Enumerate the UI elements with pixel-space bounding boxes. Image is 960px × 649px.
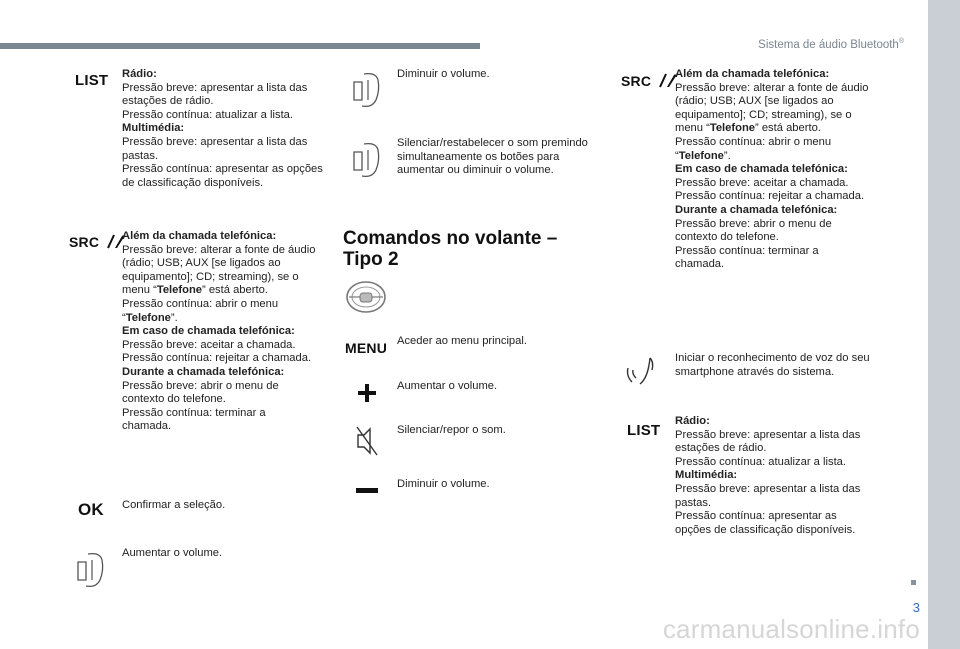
menu-description: Aceder ao menu principal. [397,335,527,347]
bold-text: Telefone [125,311,171,324]
plus-description: Aumentar o volume. [397,380,498,392]
body-text: Pressão breve: aceitar a chamada. [675,176,849,189]
ok-button-label: OK [78,500,104,519]
bold-text: Telefone [156,284,202,297]
ok-description: Confirmar a seleção. [122,499,226,511]
bold-text: Além da chamada telefónica: [122,230,277,242]
body-text: Pressão contínua: terminar a chamada. [675,244,819,271]
body-text: Pressão contínua: atualizar a lista. [122,108,294,121]
bold-text: Em caso de chamada telefónica: [122,325,295,338]
src-description-2 [675,68,870,272]
body-text: Pressão breve: apresentar a lista das pastas. [675,482,861,509]
body-text: Pressão breve: apresentar a lista das estações de rádio. [122,81,308,108]
body-text: Pressão contínua: terminar a chamada. [122,406,266,433]
body-text: ”. [723,149,731,162]
body-text: Pressão breve: apresentar a lista das estações de rádio. [675,428,861,455]
body-text: Pressão breve: alterar a fonte de áudio (rádio; USB; AUX [se ligados ao equipamento]; CD; streaming), se o menu “ [675,81,869,135]
section-title: Comandos no volante – Tipo 2 [343,228,558,270]
watermark: carmanualsonline.info [662,614,920,644]
body-text: Pressão contínua: apresentar as opções de classificação disponíveis. [122,163,323,189]
header-bar [0,43,480,49]
steering-volume-up-icon [70,550,112,590]
body-text: Pressão breve: alterar a fonte de áudio (rádio; USB; AUX [se ligados ao equipamento]; CD; streaming), se o menu “ [122,243,316,297]
voice-description: Iniciar o reconhecimento de voz do seu smartphone através do sistema. [675,352,870,378]
body-text: Pressão breve: abrir o menu de contexto do telefone. [675,217,832,244]
right-sidebar-band [928,0,960,649]
bold-text: Rádio: [675,415,710,427]
body-text: Pressão breve: apresentar a lista das pastas. [122,135,308,162]
volume-up-description: Aumentar o volume. [122,547,223,559]
body-text: Pressão contínua: atualizar a lista. [675,455,847,468]
minus-icon [356,488,378,494]
bold-text: Além da chamada telefónica: [675,68,830,80]
mute-speaker-icon [355,424,379,458]
src-button-icon-2: SRC [621,72,678,91]
mute-description: Silenciar/restabelecer o som premindo simultaneamente os botões para aumentar ou diminuir o volume. [397,137,588,177]
body-text: Pressão contínua: abrir o menu “ [675,135,832,162]
bold-text: Rádio: [122,68,157,80]
body-text: ” está aberto. [755,122,821,135]
steering-volume-down-icon [346,70,388,110]
steering-mute-icon [346,140,388,180]
page-header-title: Sistema de áudio Bluetooth® [758,38,904,51]
body-text: Pressão contínua: rejeitar a chamada. [122,352,312,365]
list-description [122,68,327,190]
bold-text: Multimédia: [122,122,185,135]
steering-wheel-icon [344,279,388,315]
body-text: Pressão breve: aceitar a chamada. [122,338,296,351]
list-description-2 [675,415,875,537]
body-text: ”. [170,311,178,324]
bold-text: Em caso de chamada telefónica: [675,163,848,176]
minus-description: Diminuir o volume. [397,478,490,490]
mute2-description: Silenciar/repor o som. [397,424,506,436]
bold-text: Telefone [678,149,724,162]
plus-icon [357,383,377,403]
list-button-label: LIST [75,72,109,89]
src-button-icon: SRC [69,233,126,252]
page-marker [911,580,916,585]
src-description [122,230,317,434]
bold-text: Durante a chamada telefónica: [675,203,838,216]
body-text: Pressão contínua: apresentar as opções de classificação disponíveis. [675,510,856,536]
body-text: ” está aberto. [202,284,268,297]
volume-down-description: Diminuir o volume. [397,68,490,80]
page-number: 3 [912,600,920,615]
bold-text: Telefone [709,122,755,135]
body-text: Pressão contínua: rejeitar a chamada. [675,190,865,203]
menu-button-label: MENU [345,340,388,356]
bold-text: Durante a chamada telefónica: [122,365,285,378]
bold-text: Multimédia: [675,469,738,482]
voice-recognition-icon [622,354,658,388]
body-text: Pressão breve: abrir o menu de contexto do telefone. [122,379,279,406]
body-text: Pressão contínua: abrir o menu “ [122,297,279,324]
list-button-label-2: LIST [627,422,661,439]
